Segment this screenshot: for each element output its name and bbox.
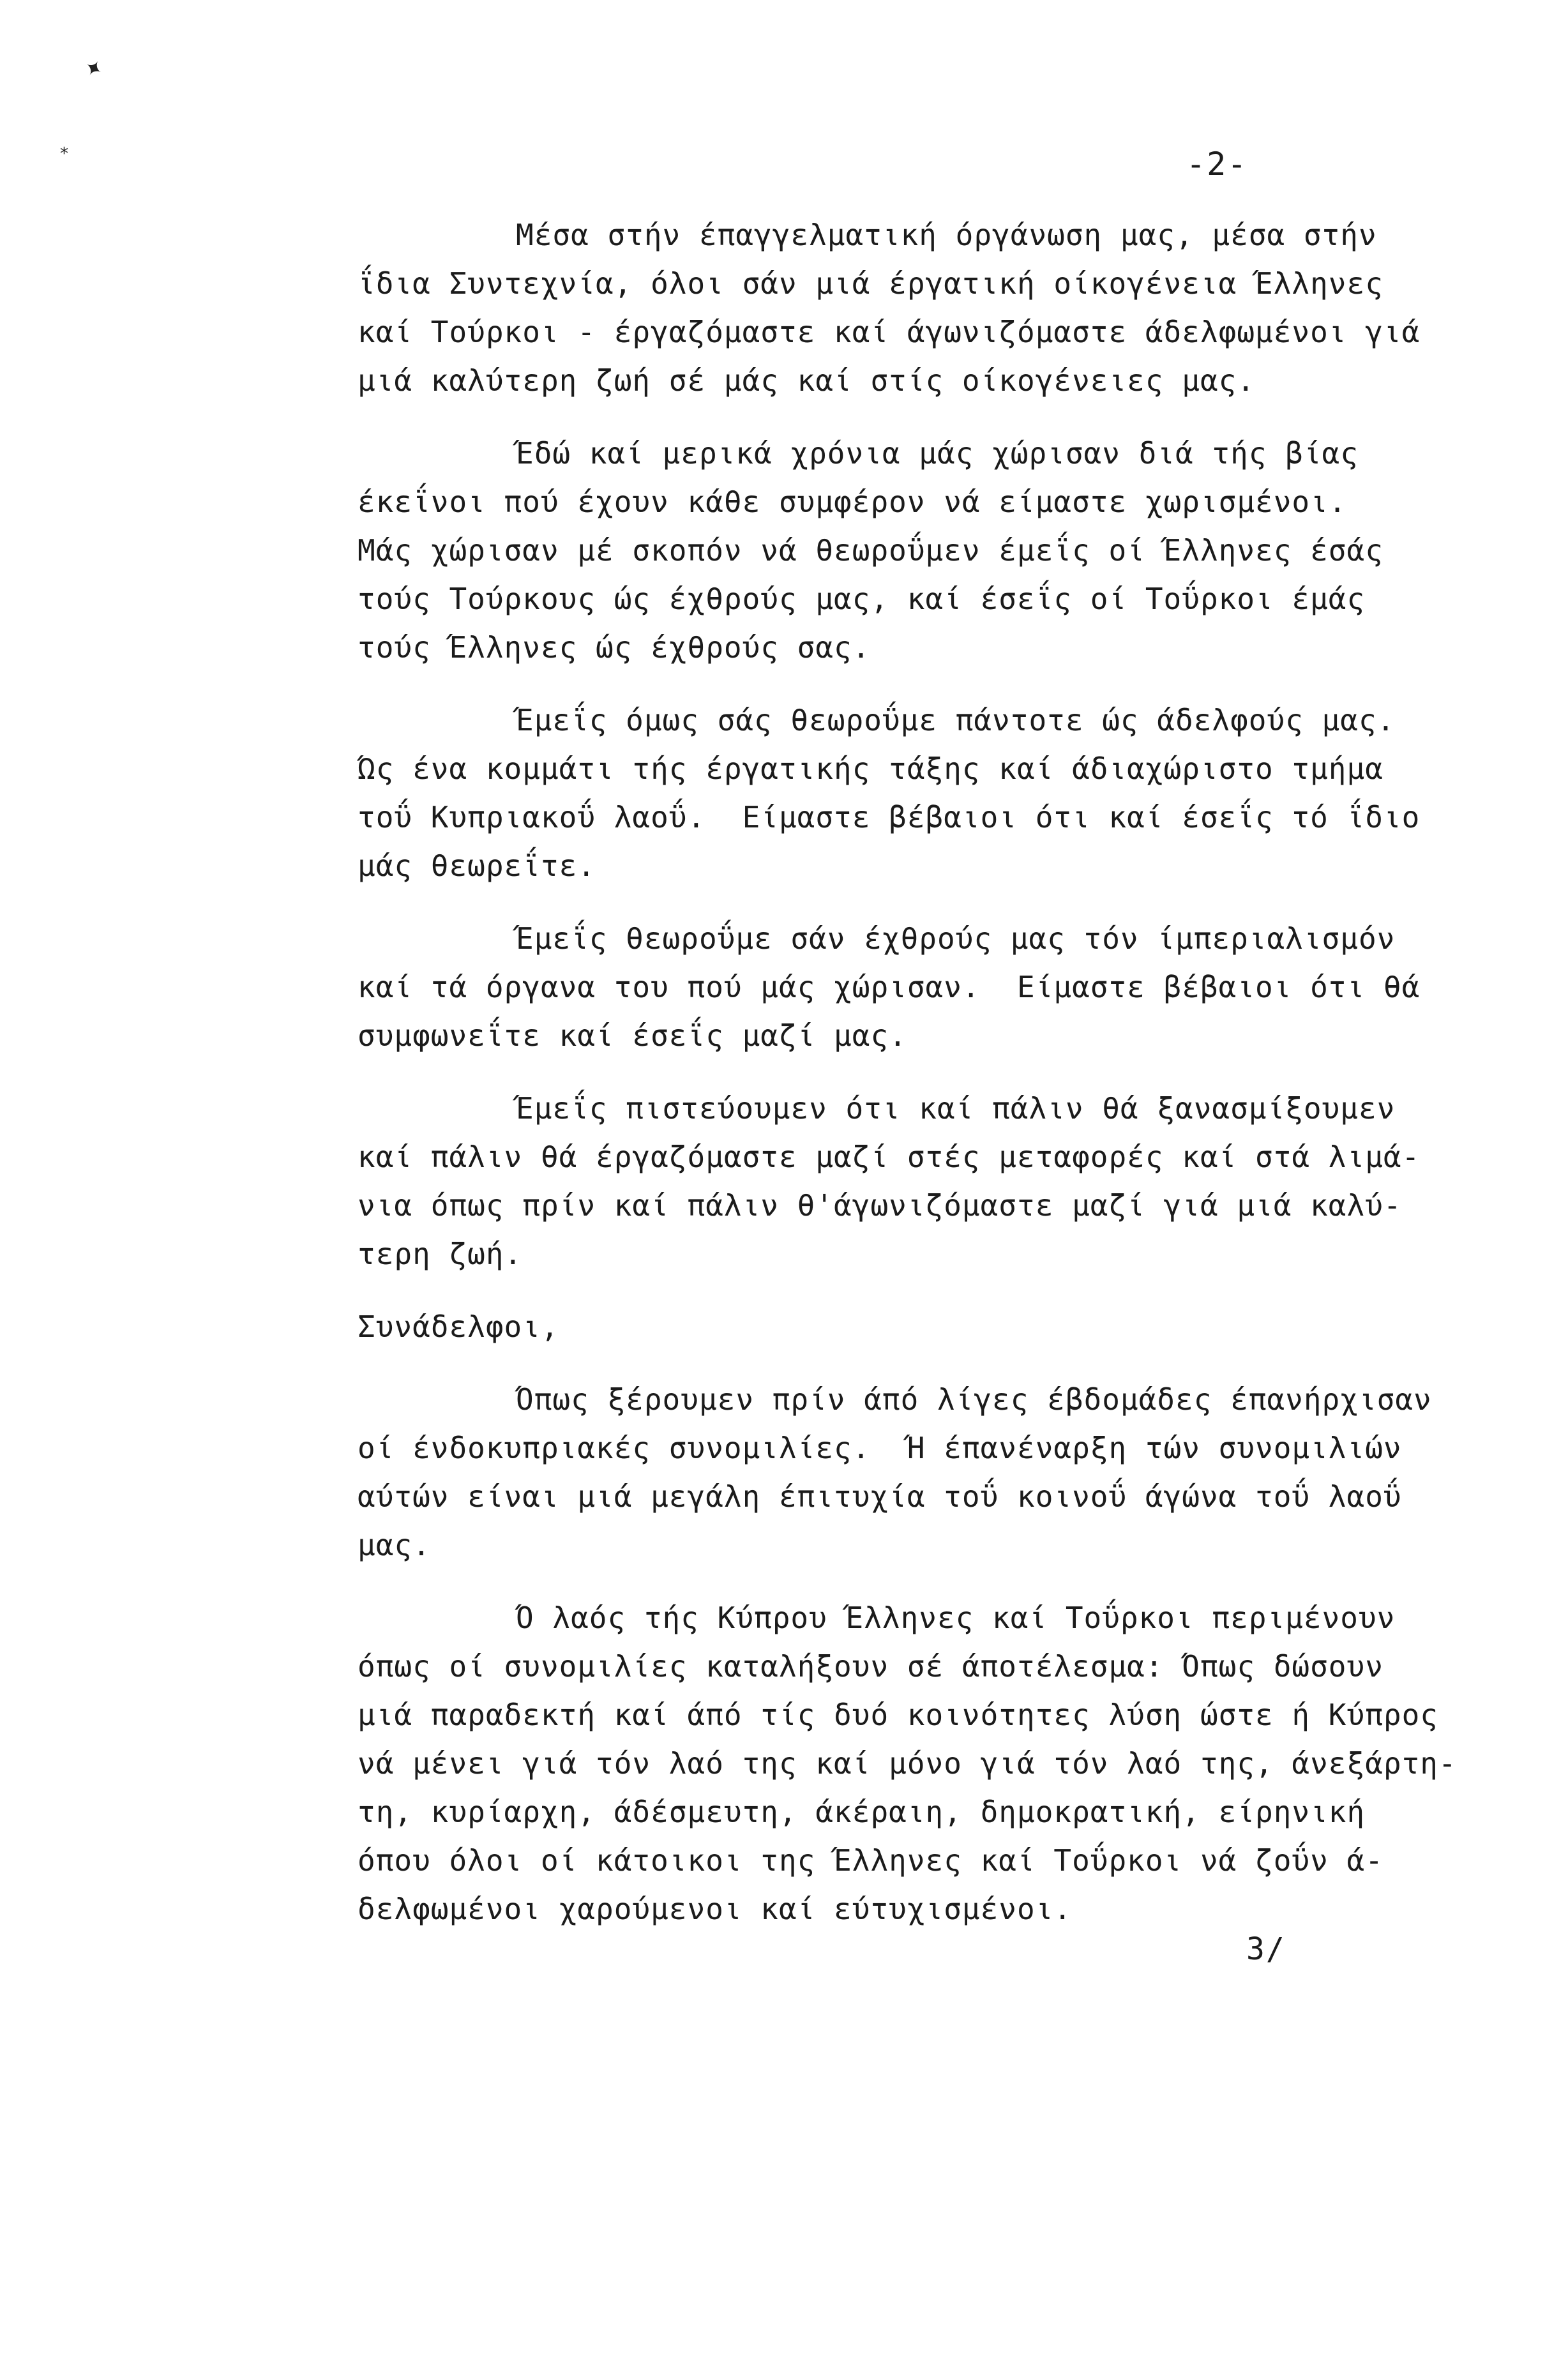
text-line: καί Τούρκοι - έργαζόμαστε καί άγωνιζόμαστε άδελφωμένοι γιά: [358, 315, 1421, 349]
continuation-marker: 3/: [1246, 1931, 1286, 1967]
text-line: τούς Έλληνες ώς έχθρούς σας.: [358, 630, 871, 665]
page-number: -2-: [1186, 146, 1248, 183]
text-line: τούς Τούρκους ώς έχθρούς μας, καί έσεΐς οί Τοΰρκοι έμάς: [358, 582, 1366, 616]
text-line: Έμεΐς θεωροΰμε σάν έχθρούς μας τόν ίμπεριαλισμόν: [516, 921, 1396, 956]
text-line: νά μένει γιά τόν λαό της καί μόνο γιά τόν λαό της, άνεξάρτη-: [358, 1746, 1457, 1781]
scan-mark-icon: ⁎: [60, 139, 68, 158]
text-line: καί πάλιν θά έργαζόμαστε μαζί στές μεταφορές καί στά λιμά-: [358, 1140, 1421, 1174]
text-line: μιά καλύτερη ζωή σέ μάς καί στίς οίκογένειες μας.: [358, 363, 1256, 398]
text-line: Συνάδελφοι,: [358, 1309, 559, 1344]
text-line: Έμεΐς πιστεύουμεν ότι καί πάλιν θά ξανασμίξουμεν: [516, 1091, 1396, 1126]
text-line: Μέσα στήν έπαγγελματική όργάνωση μας, μέσα στήν: [516, 218, 1377, 252]
letter-body: [358, 211, 1532, 1957]
text-line: Έδώ καί μερικά χρόνια μάς χώρισαν διά τής βίας: [516, 436, 1359, 471]
text-line: δελφωμένοι χαρούμενοι καί εύτυχισμένοι.: [358, 1892, 1073, 1926]
text-line: Όπως ξέρουμεν πρίν άπό λίγες έβδομάδες έπανήρχισαν: [516, 1382, 1432, 1417]
text-line: έκεΐνοι πού έχουν κάθε συμφέρον νά είμαστε χωρισμένοι.: [358, 485, 1347, 519]
text-line: ΐδια Συντεχνία, όλοι σάν μιά έργατική οίκογένεια Έλληνες: [358, 266, 1383, 301]
text-line: νια όπως πρίν καί πάλιν θ'άγωνιζόμαστε μαζί γιά μιά καλύ-: [358, 1188, 1402, 1223]
text-line: τερη ζωή.: [358, 1237, 523, 1271]
text-line: καί τά όργανα του πού μάς χώρισαν. Είμαστε βέβαιοι ότι θά: [358, 970, 1421, 1004]
text-line: μάς θεωρεΐτε.: [358, 848, 596, 883]
text-line: Ό λαός τής Κύπρου Έλληνες καί Τοΰρκοι περιμένουν: [516, 1601, 1396, 1635]
text-line: συμφωνεΐτε καί έσεΐς μαζί μας.: [358, 1018, 907, 1053]
text-line: αύτών είναι μιά μεγάλη έπιτυχία τοΰ κοινοΰ άγώνα τοΰ λαοΰ: [358, 1479, 1402, 1514]
text-line: τοΰ Κυπριακοΰ λαοΰ. Είμαστε βέβαιοι ότι καί έσεΐς τό ΐδιο: [358, 800, 1421, 834]
paragraph: [358, 211, 1532, 405]
text-line: όπως οί συνομιλίες καταλήξουν σέ άποτέλεσμα: Όπως δώσουν: [358, 1649, 1383, 1684]
scan-mark-icon: ✦: [79, 53, 108, 85]
paragraph: [358, 1594, 1532, 1933]
text-line: Ώς ένα κομμάτι τής έργατικής τάξης καί άδιαχώριστο τμήμα: [358, 751, 1383, 786]
paragraph: [358, 696, 1532, 890]
paragraph: [358, 1084, 1532, 1278]
text-line: τη, κυρίαρχη, άδέσμευτη, άκέραιη, δημοκρατική, είρηνική: [358, 1795, 1366, 1829]
text-line: Μάς χώρισαν μέ σκοπόν νά θεωροΰμεν έμεΐς οί Έλληνες έσάς: [358, 533, 1383, 568]
text-line: όπου όλοι οί κάτοικοι της Έλληνες καί Τοΰρκοι νά ζοΰν ά-: [358, 1843, 1383, 1878]
text-line: μας.: [358, 1528, 431, 1562]
paragraph: [358, 1375, 1532, 1569]
paragraph: [358, 429, 1532, 672]
salutation: [358, 1302, 1532, 1351]
paragraph: [358, 914, 1532, 1060]
text-line: μιά παραδεκτή καί άπό τίς δυό κοινότητες λύση ώστε ή Κύπρος: [358, 1698, 1438, 1732]
text-line: Έμεΐς όμως σάς θεωροΰμε πάντοτε ώς άδελφούς μας.: [516, 703, 1396, 737]
text-line: οί ένδοκυπριακές συνομιλίες. Ή έπανέναρξη τών συνομιλιών: [358, 1431, 1402, 1465]
